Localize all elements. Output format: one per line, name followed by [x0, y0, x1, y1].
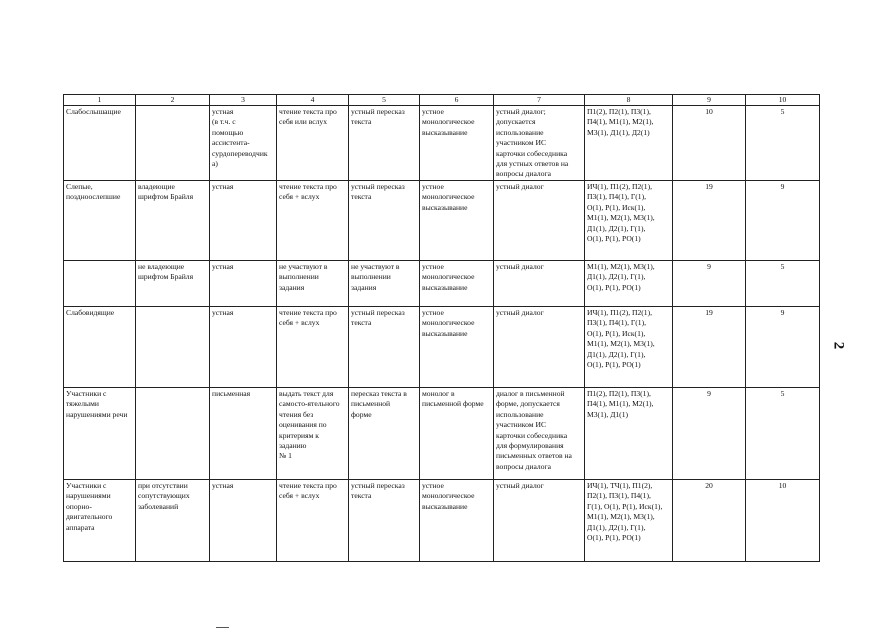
- column-header: 10: [746, 95, 820, 106]
- max-score: 19: [673, 181, 746, 261]
- monologue-task: устное монологическое высказывание: [420, 106, 494, 181]
- retelling-task: устный пересказ текста: [349, 480, 420, 562]
- exam-form: устная: [210, 181, 277, 261]
- column-header: 3: [210, 95, 277, 106]
- assessment-criteria: П1(2), П2(1), П3(1), П4(1), М1(1), М2(1), М3(1), Д1(1): [585, 388, 673, 480]
- reading-task: выдать текст для самосто-ятельного чтения без оценивания по критериям к заданию № 1: [277, 388, 349, 480]
- retelling-task: устный пересказ текста: [349, 307, 420, 388]
- column-header: 6: [420, 95, 494, 106]
- column-header: 8: [585, 95, 673, 106]
- participant-subcategory: при отсутствии сопутствующих заболеваний: [136, 480, 210, 562]
- column-header: 4: [277, 95, 349, 106]
- retelling-task: устный пересказ текста: [349, 106, 420, 181]
- dialogue-task: устный диалог: [494, 307, 585, 388]
- column-header: 7: [494, 95, 585, 106]
- max-score: 20: [673, 480, 746, 562]
- min-score: 5: [746, 261, 820, 307]
- reading-task: не участвуют в выполнении задания: [277, 261, 349, 307]
- participant-subcategory: владеющие шрифтом Брайля: [136, 181, 210, 261]
- assessment-criteria: ИЧ(1), П1(2), П2(1), П3(1), П4(1), Г(1), О(1), Р(1), Иск(1), М1(1), М2(1), М3(1), Д1(1), Д2(1), Г(1), О(1), Р(1), РО(1): [585, 307, 673, 388]
- retelling-task: пересказ текста в письменной форме: [349, 388, 420, 480]
- column-header: 5: [349, 95, 420, 106]
- dialogue-task: диалог в письменной форме, допускается использование участником ИС карточки собеседника для формулирования письменных ответов на вопросы диалога: [494, 388, 585, 480]
- table-row: [64, 480, 820, 562]
- exam-form: устная: [210, 307, 277, 388]
- min-score: 5: [746, 106, 820, 181]
- page-number: 2: [830, 341, 847, 350]
- assessment-criteria: П1(2), П2(1), П3(1), П4(1), М1(1), М2(1), М3(1), Д1(1), Д2(1): [585, 106, 673, 181]
- max-score: 9: [673, 261, 746, 307]
- table-row: [64, 261, 820, 307]
- exam-form: устная (в т.ч. с помощью ассистента- сурдопереводчик а): [210, 106, 277, 181]
- monologue-task: устное монологическое высказывание: [420, 181, 494, 261]
- monologue-task: устное монологическое высказывание: [420, 261, 494, 307]
- table-row: [64, 106, 820, 181]
- participant-category: Участники с нарушениями опорно- двигательного аппарата: [64, 480, 136, 562]
- participant-subcategory: не владеющие шрифтом Брайля: [136, 261, 210, 307]
- participant-category: [64, 261, 136, 307]
- column-header: 2: [136, 95, 210, 106]
- dialogue-task: устный диалог: [494, 480, 585, 562]
- dialogue-task: устный диалог: [494, 261, 585, 307]
- assessment-criteria: М1(1), М2(1), М3(1), Д1(1), Д2(1), Г(1), О(1), Р(1), РО(1): [585, 261, 673, 307]
- participant-category: Слепые, поздноослепшие: [64, 181, 136, 261]
- min-score: 10: [746, 480, 820, 562]
- max-score: 10: [673, 106, 746, 181]
- exam-form: устная: [210, 480, 277, 562]
- dialogue-task: устный диалог; допускается использование участником ИС карточки собеседника для устных ответов на вопросы диалога: [494, 106, 585, 181]
- reading-task: чтение текста про себя + вслух: [277, 480, 349, 562]
- max-score: 19: [673, 307, 746, 388]
- max-score: 9: [673, 388, 746, 480]
- monologue-task: монолог в письменной форме: [420, 388, 494, 480]
- exam-form: письменная: [210, 388, 277, 480]
- table-row: [64, 307, 820, 388]
- participant-category: Слабослышащие: [64, 106, 136, 181]
- min-score: 5: [746, 388, 820, 480]
- min-score: 9: [746, 307, 820, 388]
- retelling-task: устный пересказ текста: [349, 181, 420, 261]
- participant-category: Слабовидящие: [64, 307, 136, 388]
- header-row: [64, 95, 820, 106]
- reading-task: чтение текста про себя + вслух: [277, 307, 349, 388]
- assessment-criteria: ИЧ(1), П1(2), П2(1), П3(1), П4(1), Г(1), О(1), Р(1), Иск(1), М1(1), М2(1), М3(1), Д1(1), Д2(1), Г(1), О(1), Р(1), РО(1): [585, 181, 673, 261]
- exam-form: устная: [210, 261, 277, 307]
- min-score: 9: [746, 181, 820, 261]
- participant-subcategory: [136, 307, 210, 388]
- table-row: [64, 388, 820, 480]
- monologue-task: устное монологическое высказывание: [420, 307, 494, 388]
- participant-category: Участники с тяжелыми нарушениями речи: [64, 388, 136, 480]
- table-row: [64, 181, 820, 261]
- reading-task: чтение текста про себя + вслух: [277, 181, 349, 261]
- participant-subcategory: [136, 388, 210, 480]
- monologue-task: устное монологическое высказывание: [420, 480, 494, 562]
- requirements-table: [63, 94, 820, 562]
- reading-task: чтение текста про себя или вслух: [277, 106, 349, 181]
- retelling-task: не участвуют в выполнении задания: [349, 261, 420, 307]
- column-header: 9: [673, 95, 746, 106]
- column-header: 1: [64, 95, 136, 106]
- participant-subcategory: [136, 106, 210, 181]
- dialogue-task: устный диалог: [494, 181, 585, 261]
- assessment-criteria: ИЧ(1), ТЧ(1), П1(2), П2(1), П3(1), П4(1), Г(1), О(1), Р(1), Иск(1), М1(1), М2(1), М3(1), Д1(1), Д2(1), Г(1), О(1), Р(1), РО(1): [585, 480, 673, 562]
- scan-artifact: [216, 627, 229, 628]
